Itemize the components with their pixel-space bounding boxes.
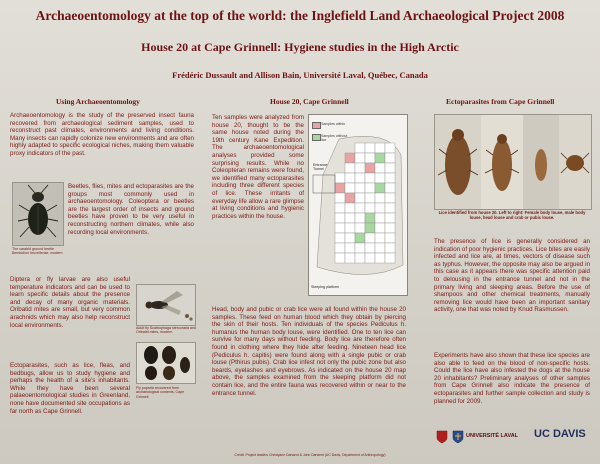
grid-unit <box>345 253 355 263</box>
grid-unit <box>335 253 345 263</box>
sample-unit-no-lice <box>375 153 385 163</box>
grid-unit <box>375 223 385 233</box>
grid-unit <box>365 243 375 253</box>
fly-pupae-icon <box>137 343 195 383</box>
sample-unit-lice <box>365 163 375 173</box>
sample-unit-lice <box>345 193 355 203</box>
grid-unit <box>335 173 345 183</box>
grid-unit <box>335 193 345 203</box>
left-para-4: Ectoparasites, such as lice, fleas, and bedbugs, allow us to study hygiene and perhaps the health of a site's inhabitants. While they have been several palaeoentomological studies in Greenland, none have documented site occupations as far north as Cape Grinnell. <box>10 362 130 415</box>
beetle-caption: The carabid ground beetle Bembidion bruxellense, modern <box>12 247 63 256</box>
middle-para-2: Head, body and pubic or crab lice were all found within the house 20 samples. These feed on human blood which they obtain by piercing the skin of their hosts. Ten individuals of the species Pediculus h. humanus the human body louse, were identified. One to ten lice can survive for many days without feeding. Body lice are therefore often found in clothing where they hide after feeding. Nineteen head lice (Pediculus h. capitis) were found along with a single pubic or crab louse (Pthirus pubis). Crab lice infest not only the pubic zone but also beards, eyelashes and eyebrows. As indicated on the house 20 map above, the samples examined from the sleeping platform did not contain lice, and the entire fauna was recovered within or near to the entrance tunnel. <box>212 306 406 397</box>
pupae-photo <box>136 342 196 384</box>
grid-unit <box>355 203 365 213</box>
fly-icon <box>137 285 195 325</box>
grid-unit <box>345 173 355 183</box>
grid-unit <box>385 153 395 163</box>
poster-authors: Frédéric Dussault and Allison Bain, Université Laval, Québec, Canada <box>172 70 428 80</box>
grid-unit <box>355 193 365 203</box>
grid-unit <box>365 143 375 153</box>
grid-unit <box>345 163 355 173</box>
grid-unit <box>375 173 385 183</box>
beetle-photo <box>12 182 64 246</box>
legend-nolice-swatch <box>312 134 321 141</box>
grid-unit <box>355 163 365 173</box>
sample-unit-no-lice <box>375 183 385 193</box>
grid-unit <box>355 253 365 263</box>
grid-unit <box>345 183 355 193</box>
grid-unit <box>385 243 395 253</box>
grid-unit <box>345 213 355 223</box>
sample-unit-no-lice <box>355 233 365 243</box>
grid-unit <box>385 233 395 243</box>
left-para-1: Archaeoentomology is the study of the preserved insect fauna recovered from archaeological sediment samples, used to reconstruct past climates, environments and living conditions. Many insects can rapidly colonize new environments and are often highly adapted to specific ecological niches, making them valuable proxy indicators of the past. <box>10 112 194 157</box>
right-para-1: The presence of lice is generally considered an indication of poor hygienic practices. Lice bites are easily infected and lice are, at times, vectors of disease such as typhus. However, the opposite may also be argued in this case as it appears there was specific attention paid to delousing in the entrance tunnel and not in the primary living and sleeping areas. Before the use of shampoos and other chemical treatments, manually removing lice would have been an important sanitary activity, one that was noted by Knud Rasmussen. <box>434 238 590 314</box>
grid-unit <box>385 143 395 153</box>
grid-unit <box>365 203 375 213</box>
grid-unit <box>355 153 365 163</box>
house-map <box>308 114 408 296</box>
grid-unit <box>385 223 395 233</box>
sample-unit-lice <box>335 183 345 193</box>
grid-unit <box>365 193 375 203</box>
grid-unit <box>375 233 385 243</box>
grid-unit <box>365 153 375 163</box>
grid-unit <box>355 223 365 233</box>
sleeping-platform-label: Sleeping platform <box>311 285 339 289</box>
grid-unit <box>375 253 385 263</box>
crest-icon <box>452 430 464 444</box>
fly-caption: Adult fly Scathophaga stercoraria and Oribatid mites, modern <box>136 326 196 335</box>
pupae-caption: Fly puparia recovered from archaeological contexts, Cape Grinnell <box>136 386 185 398</box>
poster-subtitle: House 20 at Cape Grinnell: Hygiene studies in the High Arctic <box>141 40 459 54</box>
ucdavis-logo: UC DAVIS <box>534 428 586 440</box>
grid-unit <box>345 203 355 213</box>
grid-unit <box>365 253 375 263</box>
left-column-heading: Using Archaeoentomology <box>56 97 140 106</box>
left-para-3: Diptera or fly larvae are also useful temperature indicators and can be used to learn specific details about the presence and decay of many organic materials. Oribatid mites are small, but very common arachnids which may also help reconstruct local environments. <box>10 276 130 329</box>
grid-unit <box>355 243 365 253</box>
laval-logo: UNIVERSITÉ LAVAL <box>466 433 519 439</box>
grid-unit <box>375 193 385 203</box>
beetle-icon <box>13 183 63 245</box>
grid-unit <box>355 173 365 183</box>
grid-unit <box>355 183 365 193</box>
legend-lice-swatch <box>312 122 321 129</box>
lice-caption: Lice identified from house 20. Left to right: Female body louse, male body louse, head louse and crab or pubic louse. <box>438 210 586 220</box>
right-para-2: Experiments have also shown that these lice species are also able to feed on the blood of non-specific hosts. Could the lice have also infested the dogs at the house 20 inhabitants? Preliminary analyses of other samples from Cape Grinnell also indicate the presence of ectoparasites and further sample collection and study is planned for 2009. <box>434 352 590 405</box>
grid-unit <box>375 203 385 213</box>
grid-unit <box>385 193 395 203</box>
shield-icon <box>436 430 448 444</box>
grid-unit <box>355 213 365 223</box>
grid-unit <box>335 243 345 253</box>
sample-unit-lice <box>345 153 355 163</box>
left-para-2: Beetles, flies, mites and ectoparasites are the groups most commonly used in archaeoentomology. Coleoptera or beetles are the largest order of insects and ground beetles have proven to be very useful in reconstructing northern climates, while also recording local environments. <box>68 183 194 236</box>
right-column-heading: Ectoparasites from Cape Grinnell <box>446 97 555 106</box>
grid-unit <box>365 233 375 243</box>
grid-unit <box>365 183 375 193</box>
middle-column-heading: House 20, Cape Grinnell <box>270 97 349 106</box>
legend-lice-label: Samples within <box>321 122 346 126</box>
grid-unit <box>345 223 355 233</box>
grid-unit <box>335 213 345 223</box>
legend-nolice-label: Samples without lice <box>321 134 348 143</box>
grid-unit <box>355 143 365 153</box>
grid-unit <box>375 213 385 223</box>
grid-unit <box>375 243 385 253</box>
middle-para-1: Ten samples were analyzed from house 20, thought to be the same house noted during the 19th century Kane Expedition. The archaeoentomological analyses provided some surprising results. While no Coleopteran remains were found, we identified many ectoparasites including three different species of lice. These irritants of everyday life allow a rare glimpse at living conditions and hygienic practices within the house. <box>212 114 304 220</box>
entrance-tunnel-label: Entrance Tunnel <box>313 163 328 172</box>
sample-unit-no-lice <box>365 223 375 233</box>
grid-unit <box>375 143 385 153</box>
credit-line: Credit: Project leaders Christyann Darwent & John Darwent (UC Davis, Department of Anthropology) <box>234 453 386 457</box>
grid-unit <box>335 223 345 233</box>
grid-unit <box>385 163 395 173</box>
grid-unit <box>385 213 395 223</box>
grid-unit <box>335 203 345 213</box>
grid-unit <box>385 203 395 213</box>
grid-unit <box>345 233 355 243</box>
grid-unit <box>335 233 345 243</box>
lice-photo-strip <box>434 114 592 210</box>
poster-title: Archaeoentomology at the top of the world: the Inglefield Land Archaeological Project 2008 <box>35 8 565 23</box>
grid-unit <box>365 173 375 183</box>
grid-unit <box>385 173 395 183</box>
sample-unit-no-lice <box>365 213 375 223</box>
grid-unit <box>385 183 395 193</box>
grid-unit <box>385 253 395 263</box>
grid-unit <box>345 243 355 253</box>
fly-photo <box>136 284 196 326</box>
lice-icons <box>435 115 591 209</box>
grid-unit <box>375 163 385 173</box>
